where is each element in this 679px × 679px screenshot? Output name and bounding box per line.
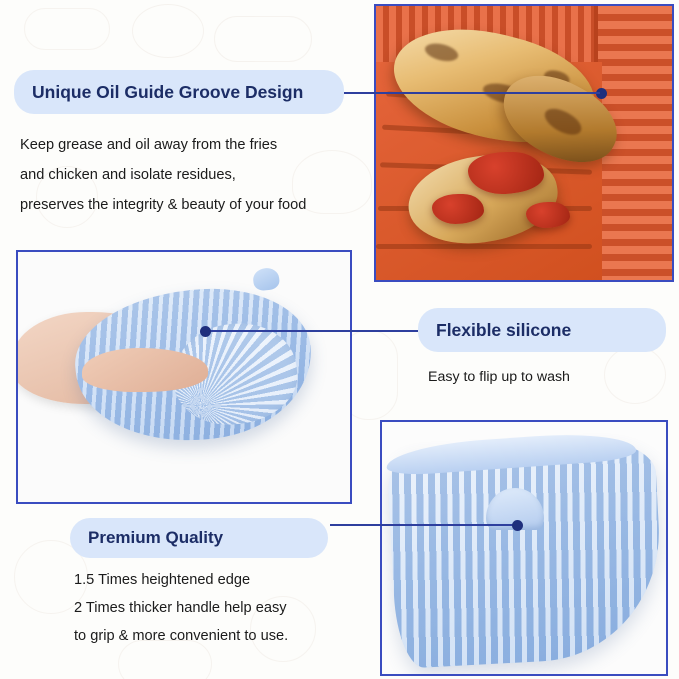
connector-line-silicone <box>206 330 420 332</box>
photo-hand-flipping-blue-silicone-basket <box>16 250 352 504</box>
callout-title-oil-guide-groove <box>14 70 344 114</box>
connector-line-premium <box>330 524 516 526</box>
callout-body-premium-quality <box>74 566 374 650</box>
callout-body-oil-guide-groove <box>20 130 370 220</box>
callout-body-line: preserves the integrity & beauty of your food <box>20 197 307 213</box>
connector-dot-silicone <box>200 326 211 337</box>
connector-line-groove-inner <box>410 92 600 94</box>
callout-body-line: and chicken and isolate residues, <box>20 167 236 183</box>
callout-body-line: Keep grease and oil away from the fries <box>20 137 278 153</box>
callout-title-flexible-silicone <box>418 308 666 352</box>
callout-title-premium-quality <box>70 518 328 558</box>
callout-title-text: Premium Quality <box>88 528 224 547</box>
connector-line-groove <box>344 92 410 94</box>
callout-body-line: Easy to flip up to wash <box>428 369 570 385</box>
callout-title-text: Flexible silicone <box>436 319 572 340</box>
callout-body-line: 1.5 Times heightened edge <box>74 572 251 588</box>
callout-title-text: Unique Oil Guide Groove Design <box>32 81 304 102</box>
callout-body-line: 2 Times thicker handle help easy <box>74 600 287 616</box>
callout-body-line: to grip & more convenient to use. <box>74 628 289 644</box>
photo-chicken-wings-in-orange-air-fryer-liner <box>374 4 674 282</box>
callout-body-flexible-silicone <box>428 362 668 392</box>
photo-blue-silicone-basket-side-view <box>380 420 668 676</box>
connector-dot-premium <box>512 520 523 531</box>
